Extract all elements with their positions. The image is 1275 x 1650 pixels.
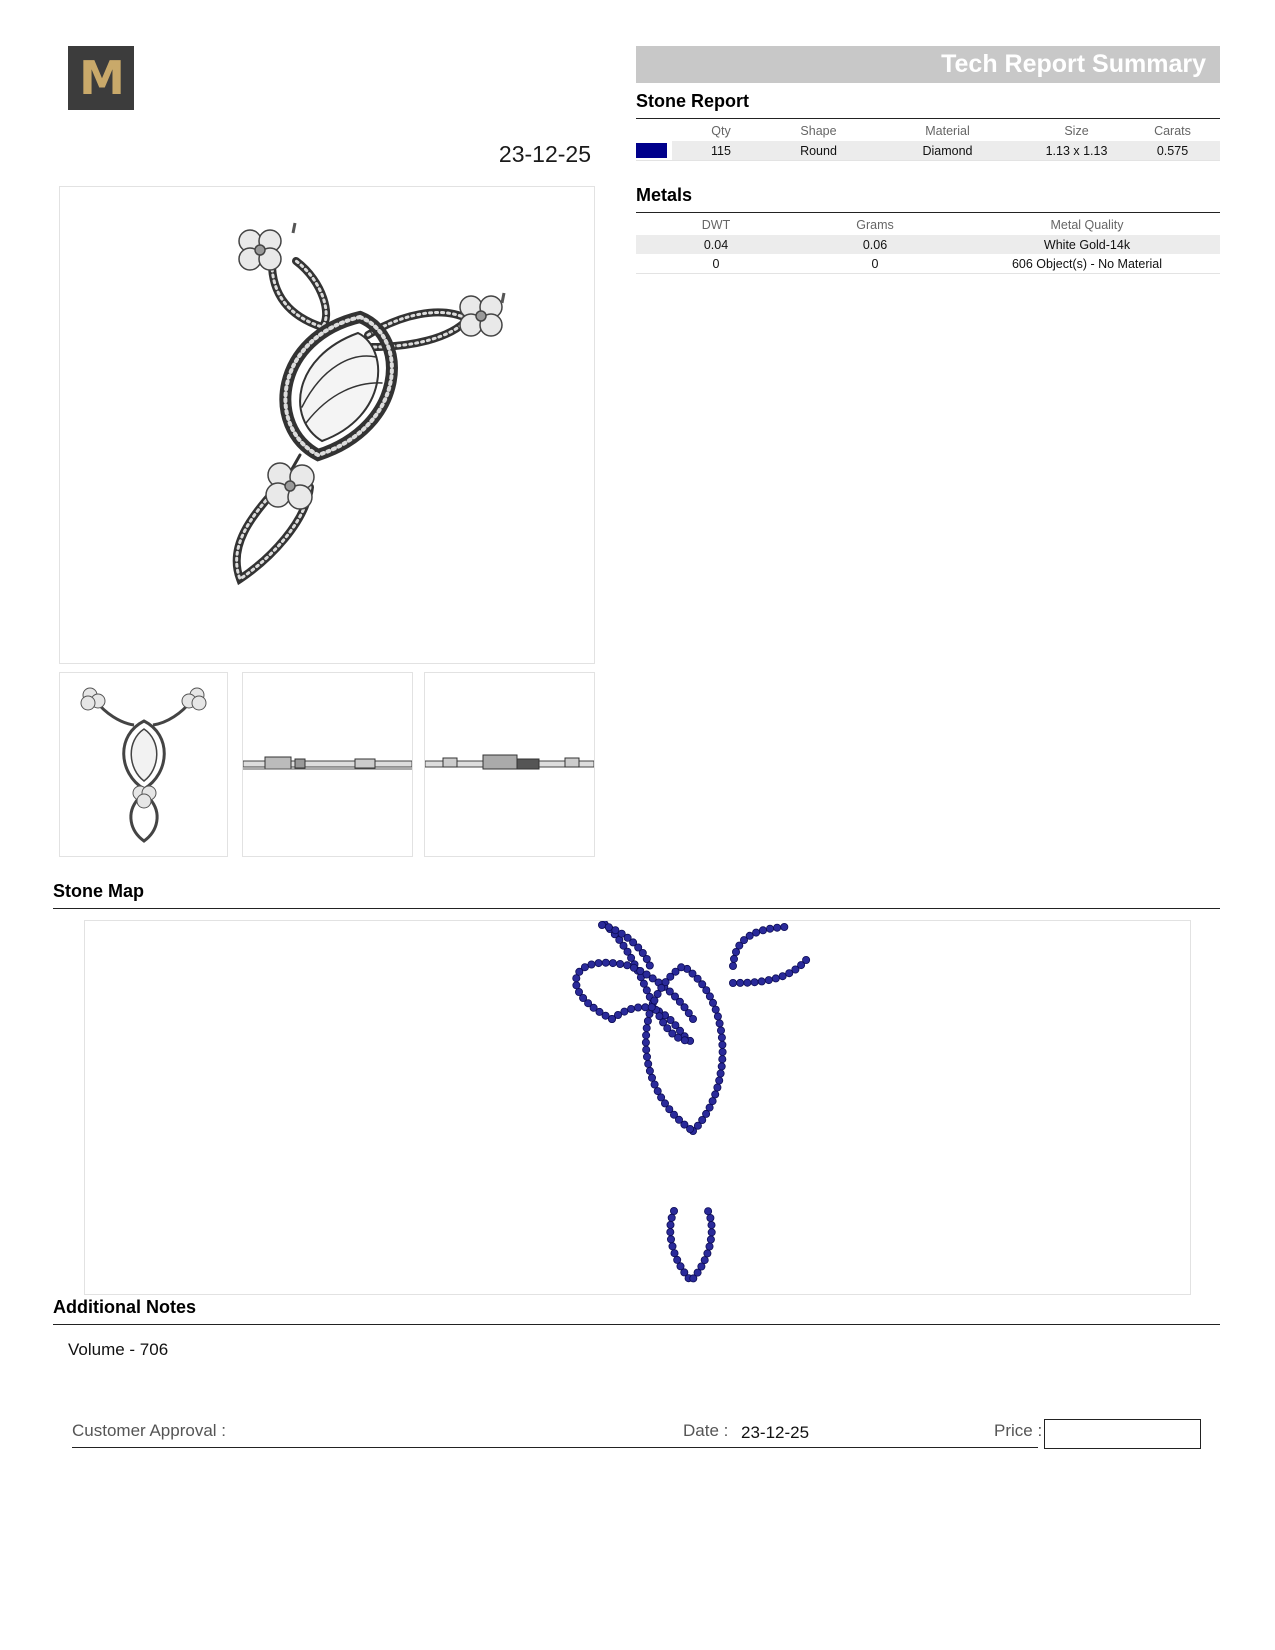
stone-marker bbox=[621, 1008, 628, 1015]
stone-marker bbox=[781, 923, 788, 930]
stone-marker bbox=[707, 1214, 714, 1221]
stone-marker bbox=[706, 1104, 713, 1111]
stone-marker bbox=[628, 1005, 635, 1012]
date-label: Date : bbox=[683, 1421, 729, 1440]
stone-marker bbox=[651, 997, 658, 1004]
thumbnail-front-image bbox=[60, 673, 227, 856]
stone-map-panel bbox=[84, 920, 1191, 1295]
column-header-size: Size bbox=[1064, 124, 1089, 138]
thumbnail-side-view bbox=[242, 672, 413, 857]
stone-color-cell bbox=[636, 141, 672, 161]
stone-marker bbox=[719, 1056, 726, 1063]
stone-marker bbox=[635, 1004, 642, 1011]
stone-marker bbox=[758, 978, 765, 985]
approval-date-value: 23-12-25 bbox=[741, 1423, 810, 1442]
metal-dwt: 0.04 bbox=[636, 235, 796, 254]
stone-marker bbox=[646, 962, 653, 969]
stone-marker bbox=[645, 1060, 652, 1067]
stone-marker bbox=[668, 1214, 675, 1221]
notes-text: Volume - 706 bbox=[68, 1340, 169, 1359]
stone-marker bbox=[648, 1004, 655, 1011]
stone-marker bbox=[772, 975, 779, 982]
metals-rule bbox=[636, 212, 1220, 213]
color-column-header bbox=[636, 121, 672, 141]
metal-grams: 0 bbox=[796, 254, 954, 274]
stone-marker bbox=[704, 1250, 711, 1257]
stone-marker bbox=[654, 990, 661, 997]
stone-marker bbox=[744, 979, 751, 986]
stone-marker bbox=[670, 1207, 677, 1214]
price-label: Price : bbox=[994, 1421, 1043, 1440]
stone-marker bbox=[737, 979, 744, 986]
stone-report-rule bbox=[636, 118, 1220, 119]
table-row bbox=[636, 254, 1220, 274]
stone-marker bbox=[643, 1032, 650, 1039]
stone-report-table bbox=[636, 121, 1220, 161]
stone-marker bbox=[651, 1081, 658, 1088]
stone-marker bbox=[667, 1221, 674, 1228]
stone-marker bbox=[712, 1006, 719, 1013]
stone-marker bbox=[667, 1236, 674, 1243]
stone-marker bbox=[709, 999, 716, 1006]
stone-marker bbox=[719, 1048, 726, 1055]
stone-marker bbox=[640, 980, 647, 987]
stone-marker bbox=[729, 962, 736, 969]
stone-map-image bbox=[85, 921, 1190, 1294]
stone-marker bbox=[617, 960, 624, 967]
stone-marker bbox=[706, 1243, 713, 1250]
stone-marker bbox=[766, 925, 773, 932]
logo-letter: M bbox=[79, 51, 123, 105]
metals-heading: Metals bbox=[636, 185, 693, 205]
main-render-panel bbox=[59, 186, 595, 664]
customer-approval-label: Customer Approval : bbox=[72, 1421, 227, 1440]
stone-marker bbox=[714, 1084, 721, 1091]
stone-marker bbox=[687, 1125, 694, 1132]
stone-marker bbox=[573, 982, 580, 989]
stone-marker bbox=[774, 924, 781, 931]
stone-shape: Round bbox=[770, 141, 867, 161]
stone-marker bbox=[730, 955, 737, 962]
stone-marker bbox=[646, 1067, 653, 1074]
stone-marker bbox=[719, 1041, 726, 1048]
stone-marker bbox=[588, 961, 595, 968]
stone-marker bbox=[643, 1053, 650, 1060]
column-header-carats: Carats bbox=[1154, 124, 1191, 138]
column-header-grams: Grams bbox=[856, 218, 894, 232]
stone-marker bbox=[643, 1025, 650, 1032]
additional-notes-rule bbox=[53, 1324, 1220, 1325]
stone-marker bbox=[705, 1208, 712, 1215]
stone-marker bbox=[803, 956, 810, 963]
stone-marker bbox=[598, 921, 605, 928]
stone-marker bbox=[708, 1222, 715, 1229]
title-banner bbox=[636, 46, 1220, 83]
stone-marker bbox=[605, 924, 612, 931]
stone-marker bbox=[708, 1229, 715, 1236]
stone-marker bbox=[648, 1074, 655, 1081]
table-row bbox=[636, 141, 1220, 161]
stone-marker bbox=[642, 1039, 649, 1046]
thumbnail-front-view bbox=[59, 672, 228, 857]
stone-marker bbox=[712, 1091, 719, 1098]
stone-marker bbox=[759, 927, 766, 934]
approval-signature-line[interactable] bbox=[72, 1447, 1038, 1448]
stone-report-header-row bbox=[636, 121, 1220, 141]
stone-size: 1.13 x 1.13 bbox=[1028, 141, 1125, 161]
metals-header-row bbox=[636, 215, 1220, 235]
stone-color-swatch bbox=[636, 143, 667, 158]
metal-grams: 0.06 bbox=[796, 235, 954, 254]
stone-map-heading: Stone Map bbox=[53, 881, 145, 901]
stone-map-rule bbox=[53, 908, 1220, 909]
metals-table bbox=[636, 215, 1220, 274]
thumbnail-top-image bbox=[425, 673, 594, 856]
page-title: Tech Report Summary bbox=[941, 50, 1206, 78]
stone-marker bbox=[701, 1257, 708, 1264]
report-date: 23-12-25 bbox=[498, 141, 591, 167]
stone-marker bbox=[581, 964, 588, 971]
stone-marker bbox=[669, 1243, 676, 1250]
stone-marker bbox=[709, 1098, 716, 1105]
stone-marker bbox=[643, 955, 650, 962]
stone-marker bbox=[643, 1046, 650, 1053]
stone-marker bbox=[575, 988, 582, 995]
stone-marker bbox=[714, 1013, 721, 1020]
stone-marker bbox=[717, 1027, 724, 1034]
stone-carats: 0.575 bbox=[1125, 141, 1220, 161]
stone-marker bbox=[609, 960, 616, 967]
stone-marker bbox=[707, 1236, 714, 1243]
stone-marker bbox=[729, 979, 736, 986]
stone-qty: 115 bbox=[672, 141, 770, 161]
stone-marker bbox=[765, 977, 772, 984]
thumbnail-top-view bbox=[424, 672, 595, 857]
pendant-render-image bbox=[60, 187, 594, 663]
table-row bbox=[636, 235, 1220, 254]
stone-marker bbox=[753, 929, 760, 936]
price-field[interactable] bbox=[1044, 1419, 1201, 1449]
stone-report-heading: Stone Report bbox=[636, 91, 750, 111]
stone-marker bbox=[681, 1037, 688, 1044]
column-header-material: Material bbox=[925, 124, 970, 138]
stone-marker bbox=[779, 973, 786, 980]
stone-material: Diamond bbox=[867, 141, 1028, 161]
stone-marker bbox=[667, 1229, 674, 1236]
column-header-shape: Shape bbox=[800, 124, 837, 138]
stone-marker bbox=[716, 1020, 723, 1027]
stone-marker bbox=[718, 1034, 725, 1041]
stone-marker bbox=[624, 962, 631, 969]
metal-quality: 606 Object(s) - No Material bbox=[954, 254, 1220, 274]
stone-marker bbox=[671, 1250, 678, 1257]
column-header-qty: Qty bbox=[711, 124, 731, 138]
stone-marker bbox=[716, 1077, 723, 1084]
stone-marker bbox=[595, 960, 602, 967]
additional-notes-heading: Additional Notes bbox=[53, 1297, 196, 1317]
stone-marker bbox=[643, 987, 650, 994]
stone-marker bbox=[689, 1015, 696, 1022]
metal-dwt: 0 bbox=[636, 254, 796, 274]
stone-marker bbox=[717, 1070, 724, 1077]
column-header-dwt: DWT bbox=[701, 218, 731, 232]
stone-marker bbox=[751, 979, 758, 986]
metal-quality: White Gold-14k bbox=[954, 235, 1220, 254]
stone-marker bbox=[718, 1063, 725, 1070]
stone-marker bbox=[646, 1010, 653, 1017]
thumbnail-side-image bbox=[243, 673, 412, 856]
stone-marker bbox=[602, 959, 609, 966]
brand-logo bbox=[68, 46, 134, 110]
stone-marker bbox=[644, 1017, 651, 1024]
column-header-metal-quality: Metal Quality bbox=[1050, 218, 1124, 232]
stone-path bbox=[670, 1211, 711, 1281]
